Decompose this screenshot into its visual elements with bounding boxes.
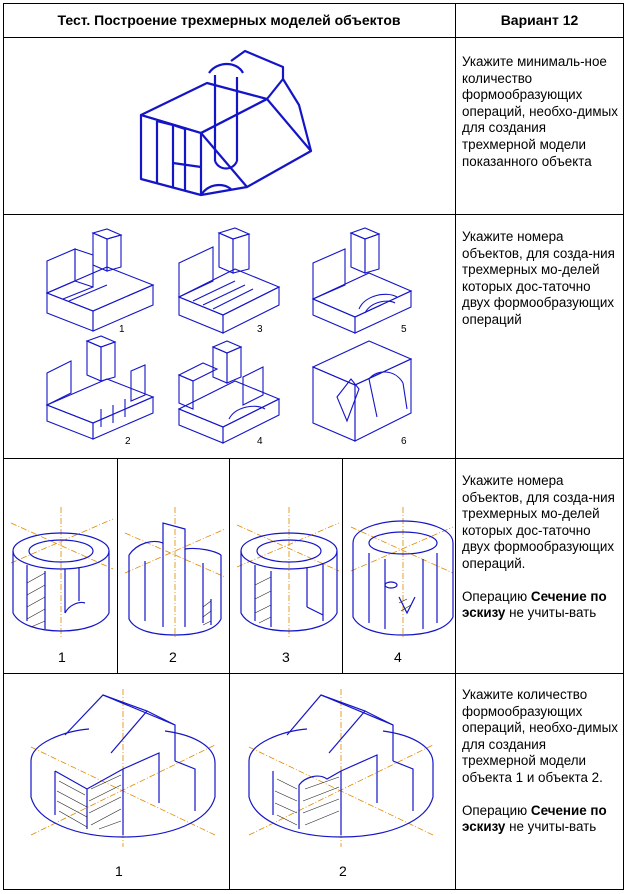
row1-question: Укажите минималь-ное количество формообразующих операций, необхо-димых для создания трехмерной модели показанного объекта	[462, 54, 618, 169]
row2-object-4	[173, 333, 285, 445]
row2-object-5	[307, 225, 417, 337]
row3-question: Укажите номера объектов, для созда-ния трехмерных мо-делей которых дос-таточно двух формообразующих операций. Операцию Сечение по эскизу не учиты-вать	[462, 473, 622, 622]
row3-section-4	[349, 503, 455, 643]
row3-label-1: 1	[58, 649, 66, 665]
row3-section-3	[235, 503, 341, 643]
row3-label-2: 2	[169, 649, 177, 665]
row4-label-2: 2	[339, 863, 347, 879]
test-title: Тест. Построение трехмерных моделей объектов	[57, 12, 401, 28]
row2-label-5: 5	[401, 324, 407, 335]
row4-label-1: 1	[115, 863, 123, 879]
row3-section-1	[9, 503, 115, 643]
row2-label-1: 1	[119, 324, 125, 335]
row1-isometric-model	[133, 43, 313, 201]
row2-question: Укажите номера объектов, для созда-ния трехмерных мо-делей которых дос-таточно двух формообразующих операций	[462, 229, 615, 327]
row2-object-3	[173, 225, 285, 337]
row2-object-6	[307, 333, 417, 445]
row2-label-2: 2	[125, 436, 131, 447]
row2-label-6: 6	[401, 436, 407, 447]
row3-label-3: 3	[282, 649, 290, 665]
variant-label: Вариант 12	[500, 12, 579, 28]
row4-note: Операцию Сечение по эскизу не учиты-вать	[462, 802, 607, 835]
row2-object-2	[41, 333, 159, 445]
row4-object-2	[243, 685, 439, 851]
row3-label-4: 4	[394, 649, 402, 665]
row3-section-2	[123, 503, 227, 643]
row2-label-4: 4	[257, 436, 263, 447]
row2-label-3: 3	[257, 324, 263, 335]
row4-question: Укажите количество формообразующих операций, необхо-димых для создания трехмерной модели объекта 1 и объекта 2. Операцию Сечение по эскизу не учиты-вать	[462, 687, 622, 836]
row2-object-1	[41, 225, 159, 337]
row4-object-1	[25, 685, 221, 851]
row3-note: Операцию Сечение по эскизу не учиты-вать	[462, 588, 607, 621]
test-sheet	[3, 3, 624, 890]
